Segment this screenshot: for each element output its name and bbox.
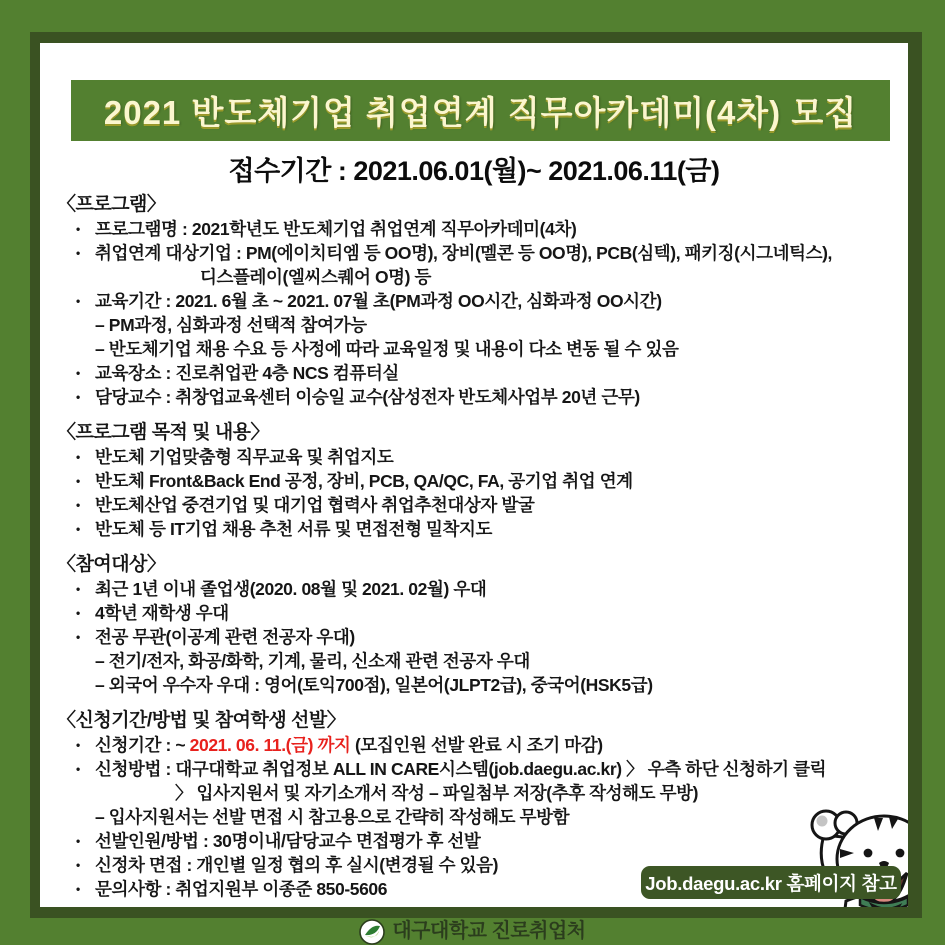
bullet-line: [40, 625, 908, 649]
text-line: [40, 337, 908, 361]
bullet-icon: •: [76, 582, 80, 596]
line-text: 취업연계 대상기업 : PM(에이치티엠 등 OO명), 장비(멜콘 등 OO명), PCB(심텍), 패키징(시그네틱스),: [95, 243, 833, 263]
line-text: 신청방법 : 대구대학교 취업정보 ALL IN CARE시스템(job.daegu.ac.kr) 〉 우측 하단 신청하기 클릭: [95, 759, 827, 779]
line-text: 디스플레이(엘씨스퀘어 O명) 등: [200, 267, 432, 287]
section-heading: 〈프로그램 목적 및 내용〉: [57, 422, 270, 443]
line-text: – 반도체기업 채용 수요 등 사정에 따라 교육일정 및 내용이 다소 변동 될 수 있음: [95, 339, 679, 359]
homepage-badge-label: Job.daegu.ac.kr 홈페이지 참고: [645, 872, 897, 894]
line-text: 신정차 면접 : 개인별 일정 협의 후 실시(변경될 수 있음): [95, 855, 499, 875]
bullet-line: [40, 577, 908, 601]
bullet-icon: •: [76, 294, 80, 308]
bullet-icon: •: [76, 882, 80, 896]
text-line: [40, 805, 908, 829]
content: [40, 193, 908, 901]
bullet-icon: •: [76, 522, 80, 536]
bullet-line: [40, 757, 908, 781]
bullet-line: [40, 217, 908, 241]
line-text: 반도체 기업맞춤형 직무교육 및 취업지도: [95, 447, 394, 467]
text-line: [40, 673, 908, 697]
bullet-line: [40, 445, 908, 469]
line-text: – 입사지원서는 선발 면접 시 참고용으로 간략히 작성해도 무방함: [95, 807, 570, 827]
bullet-line: [40, 469, 908, 493]
section-heading: 〈프로그램〉: [57, 194, 166, 215]
bullet-icon: •: [76, 630, 80, 644]
text-line: [40, 649, 908, 673]
bullet-line: [40, 601, 908, 625]
bullet-line: [40, 493, 908, 517]
line-text: 반도체 Front&Back End 공정, 장비, PCB, QA/QC, FA, 공기업 취업 연계: [95, 471, 633, 491]
line-text: 교육장소 : 진로취업관 4층 NCS 컴퓨터실: [95, 363, 399, 383]
bullet-icon: •: [76, 450, 80, 464]
line-text: 전공 무관(이공계 관련 전공자 우대): [95, 627, 355, 647]
section-heading: 〈신청기간/방법 및 참여학생 선발〉: [57, 710, 346, 731]
section: [40, 421, 908, 541]
footer-bar: [0, 918, 945, 945]
line-text: 〉 입사지원서 및 자기소개서 작성 – 파일첨부 저장(추후 작성해도 무방): [175, 783, 699, 803]
line-text: (모집인원 선발 완료 시 조기 마감): [350, 735, 603, 755]
line-text: 최근 1년 이내 졸업생(2020. 08월 및 2021. 02월) 우대: [95, 579, 487, 599]
section: [40, 193, 908, 409]
text-line: [40, 313, 908, 337]
bullet-icon: •: [76, 858, 80, 872]
footer-org-name: 대구대학교 진로취업처: [392, 920, 586, 942]
line-text: 프로그램명 : 2021학년도 반도체기업 취업연계 직무아카데미(4차): [95, 219, 577, 239]
bullet-icon: •: [76, 834, 80, 848]
bullet-icon: •: [76, 246, 80, 260]
section: [40, 553, 908, 697]
text-line: [40, 781, 908, 805]
line-text: 담당교수 : 취창업교육센터 이승일 교수(삼성전자 반도체사업부 20년 근무): [95, 387, 640, 407]
line-text: 선발인원/방법 : 30명이내/담당교수 면접평가 후 선발: [95, 831, 481, 851]
bullet-line: [40, 385, 908, 409]
bullet-line: [40, 733, 908, 757]
bullet-line: [40, 289, 908, 313]
line-text: – PM과정, 심화과정 선택적 참여가능: [95, 315, 367, 335]
line-text: 반도체 등 IT기업 채용 추천 서류 및 면접전형 밀착지도: [95, 519, 493, 539]
line-text: – 외국어 우수자 우대 : 영어(토익700점), 일본어(JLPT2급), 중국어(HSK5급): [95, 675, 653, 695]
bullet-icon: •: [76, 474, 80, 488]
bullet-icon: •: [76, 498, 80, 512]
application-period: 접수기간 : 2021.06.01(월)~ 2021.06.11(금): [228, 156, 720, 186]
section-heading: 〈참여대상〉: [57, 554, 166, 575]
bullet-line: [40, 241, 908, 265]
line-text: 교육기간 : 2021. 6월 초 ~ 2021. 07월 초(PM과정 OO시간, 심화과정 OO시간): [95, 291, 662, 311]
bullet-icon: •: [76, 366, 80, 380]
bullet-line: [40, 361, 908, 385]
poster-page: [40, 43, 908, 907]
bullet-icon: •: [76, 762, 80, 776]
bullet-line: [40, 829, 908, 853]
text-line: [40, 265, 908, 289]
line-text: 4학년 재학생 우대: [95, 603, 229, 623]
university-seal-icon: [359, 919, 385, 945]
line-text: 반도체산업 중견기업 및 대기업 협력사 취업추천대상자 발굴: [95, 495, 535, 515]
homepage-badge: [641, 866, 901, 899]
line-text: 문의사항 : 취업지원부 이종준 850-5606: [95, 879, 388, 899]
bullet-icon: •: [76, 738, 80, 752]
line-text: – 전기/전자, 화공/화학, 기계, 물리, 신소재 관련 전공자 우대: [95, 651, 530, 671]
bullet-icon: •: [76, 390, 80, 404]
bullet-icon: •: [76, 222, 80, 236]
deadline-highlight: 2021. 06. 11.(금) 까지: [189, 735, 351, 755]
bullet-icon: •: [76, 606, 80, 620]
line-text: 신청기간 : ~: [95, 735, 190, 755]
title-banner: [71, 80, 890, 141]
bullet-line: [40, 517, 908, 541]
poster-title: 2021 반도체기업 취업연계 직무아카데미(4차) 모집: [103, 94, 858, 131]
